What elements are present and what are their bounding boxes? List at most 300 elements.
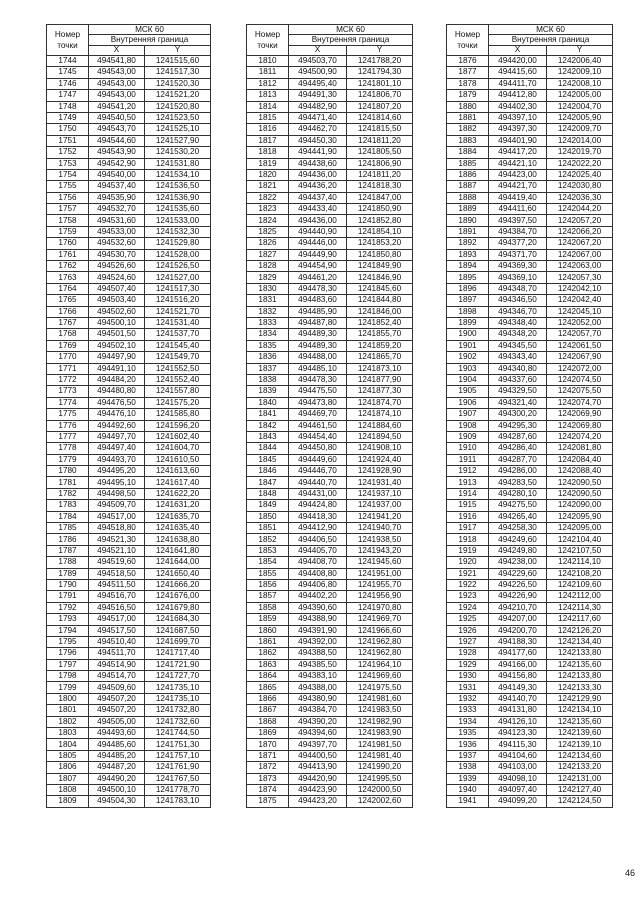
y-coordinate-cell: 1242133,30: [547, 682, 613, 693]
y-coordinate-cell: 1241908,10: [347, 443, 413, 454]
table-row: [447, 443, 613, 454]
point-number-cell: 1930: [447, 671, 489, 682]
y-coordinate-cell: 1242025,40: [547, 169, 613, 180]
x-coordinate-cell: 494507,40: [89, 283, 145, 294]
x-coordinate-cell: 494380,90: [289, 693, 347, 704]
x-coordinate-cell: 494406,50: [289, 534, 347, 545]
point-number-cell: 1911: [447, 454, 489, 465]
y-coordinate-cell: 1241788,20: [347, 56, 413, 67]
x-coordinate-cell: 494385,50: [289, 659, 347, 670]
x-coordinate-cell: 494287,70: [489, 454, 547, 465]
y-coordinate-cell: 1241744,50: [145, 728, 211, 739]
point-number-cell: 1920: [447, 557, 489, 568]
y-coordinate-cell: 1241995,50: [347, 773, 413, 784]
point-number-cell: 1840: [247, 397, 289, 408]
y-coordinate-cell: 1241983,50: [347, 705, 413, 716]
point-number-cell: 1882: [447, 124, 489, 135]
y-coordinate-cell: 1241530,20: [145, 147, 211, 158]
y-coordinate-cell: 1241610,50: [145, 454, 211, 465]
y-coordinate-cell: 1242061,50: [547, 340, 613, 351]
point-number-cell: 1813: [247, 90, 289, 101]
x-coordinate-cell: 494510,40: [89, 636, 145, 647]
y-coordinate-cell: 1241966,60: [347, 625, 413, 636]
y-coordinate-cell: 1242072,00: [547, 363, 613, 374]
table-row: [447, 295, 613, 306]
y-coordinate-cell: 1241969,70: [347, 614, 413, 625]
point-number-cell: 1812: [247, 78, 289, 89]
y-coordinate-cell: 1241536,50: [145, 181, 211, 192]
point-number-cell: 1762: [47, 261, 89, 272]
y-coordinate-cell: 1241807,20: [347, 101, 413, 112]
y-coordinate-cell: 1241527,00: [145, 272, 211, 283]
y-coordinate-cell: 1242069,90: [547, 409, 613, 420]
y-coordinate-cell: 1242042,40: [547, 295, 613, 306]
x-coordinate-cell: 494265,40: [489, 511, 547, 522]
x-coordinate-cell: 494440,70: [289, 477, 347, 488]
boundary-header: Внутренняя граница: [489, 35, 613, 45]
point-number-cell: 1815: [247, 112, 289, 123]
table-row: [247, 466, 413, 477]
table-row: [247, 352, 413, 363]
table-row: [447, 762, 613, 773]
table-row: [247, 317, 413, 328]
point-number-cell: 1782: [47, 488, 89, 499]
y-coordinate-cell: 1241521,20: [145, 90, 211, 101]
table-row: [47, 386, 211, 397]
point-number-cell: 1746: [47, 78, 89, 89]
x-coordinate-cell: 494491,30: [289, 90, 347, 101]
x-coordinate-cell: 494489,30: [289, 340, 347, 351]
table-row: [47, 112, 211, 123]
x-coordinate-cell: 494420,90: [289, 773, 347, 784]
y-coordinate-cell: 1241545,40: [145, 340, 211, 351]
table-row: [447, 488, 613, 499]
x-coordinate-cell: 494446,70: [289, 466, 347, 477]
x-coordinate-cell: 494483,60: [289, 295, 347, 306]
point-number-cell: 1786: [47, 534, 89, 545]
x-coordinate-cell: 494441,90: [289, 147, 347, 158]
y-coordinate-cell: 1241536,90: [145, 192, 211, 203]
x-coordinate-cell: 494436,00: [289, 169, 347, 180]
y-coordinate-cell: 1241699,70: [145, 636, 211, 647]
y-coordinate-cell: 1242139,60: [547, 728, 613, 739]
table-row: [247, 785, 413, 796]
x-coordinate-cell: 494383,10: [289, 671, 347, 682]
table-row: [447, 545, 613, 556]
point-number-cell: 1806: [47, 762, 89, 773]
table-row: [247, 226, 413, 237]
point-number-cell: 1808: [47, 785, 89, 796]
table-row: [47, 238, 211, 249]
x-coordinate-cell: 494431,00: [289, 488, 347, 499]
y-coordinate-cell: 1242057,20: [547, 215, 613, 226]
y-coordinate-cell: 1242005,00: [547, 90, 613, 101]
table-row: [247, 728, 413, 739]
table-row: [247, 659, 413, 670]
x-coordinate-cell: 494487,80: [289, 317, 347, 328]
table-row: [247, 78, 413, 89]
y-coordinate-cell: 1241528,00: [145, 249, 211, 260]
x-coordinate-cell: 494415,60: [489, 67, 547, 78]
y-coordinate-cell: 1241516,20: [145, 295, 211, 306]
table-body: [247, 56, 413, 808]
y-coordinate-cell: 1242067,00: [547, 249, 613, 260]
point-number-cell: 1787: [47, 545, 89, 556]
y-coordinate-cell: 1241931,40: [347, 477, 413, 488]
y-coordinate-cell: 1241990,20: [347, 762, 413, 773]
table-row: [247, 568, 413, 579]
table-row: [47, 750, 211, 761]
x-coordinate-cell: 494097,40: [489, 785, 547, 796]
table-row: [447, 739, 613, 750]
point-number-cell: 1845: [247, 454, 289, 465]
table-row: [447, 317, 613, 328]
table-row: [447, 591, 613, 602]
x-coordinate-cell: 494500,10: [89, 317, 145, 328]
point-number-cell: 1759: [47, 226, 89, 237]
table-row: [47, 181, 211, 192]
point-number-cell: 1757: [47, 204, 89, 215]
table-row: [447, 773, 613, 784]
table-row: [47, 67, 211, 78]
point-number-cell: 1928: [447, 648, 489, 659]
x-coordinate-cell: 494275,50: [489, 500, 547, 511]
x-coordinate-cell: 494478,30: [289, 283, 347, 294]
table-row: [247, 500, 413, 511]
x-coordinate-cell: 494412,80: [489, 90, 547, 101]
table-row: [247, 534, 413, 545]
x-coordinate-cell: 494348,40: [489, 317, 547, 328]
point-number-cell: 1927: [447, 636, 489, 647]
y-coordinate-cell: 1241847,00: [347, 192, 413, 203]
point-number-cell: 1824: [247, 215, 289, 226]
table-row: [447, 124, 613, 135]
x-coordinate-cell: 494526,60: [89, 261, 145, 272]
point-number-cell: 1879: [447, 90, 489, 101]
point-number-cell: 1832: [247, 306, 289, 317]
y-coordinate-cell: 1241604,70: [145, 443, 211, 454]
x-coordinate-cell: 494390,20: [289, 716, 347, 727]
table-row: [447, 283, 613, 294]
x-coordinate-cell: 494249,60: [489, 534, 547, 545]
x-coordinate-cell: 494503,70: [289, 56, 347, 67]
point-number-cell: 1857: [247, 591, 289, 602]
table-row: [447, 420, 613, 431]
point-number-cell: 1886: [447, 169, 489, 180]
table-row: [47, 317, 211, 328]
x-coordinate-cell: 494440,90: [289, 226, 347, 237]
point-number-cell: 1932: [447, 693, 489, 704]
point-number-cell: 1880: [447, 101, 489, 112]
table-row: [47, 557, 211, 568]
x-coordinate-cell: 494495,10: [89, 477, 145, 488]
y-coordinate-cell: 1241955,70: [347, 579, 413, 590]
y-coordinate-cell: 1241877,90: [347, 374, 413, 385]
y-coordinate-cell: 1242131,00: [547, 773, 613, 784]
point-number-cell: 1926: [447, 625, 489, 636]
y-coordinate-cell: 1241981,40: [347, 750, 413, 761]
x-coordinate-cell: 494098,10: [489, 773, 547, 784]
table-row: [447, 682, 613, 693]
x-coordinate-cell: 494461,50: [289, 420, 347, 431]
table-row: [247, 147, 413, 158]
y-coordinate-cell: 1242067,20: [547, 238, 613, 249]
y-coordinate-cell: 1241874,70: [347, 397, 413, 408]
point-number-cell: 1902: [447, 352, 489, 363]
y-coordinate-cell: 1241575,20: [145, 397, 211, 408]
y-coordinate-cell: 1242009,70: [547, 124, 613, 135]
x-coordinate-cell: 494177,60: [489, 648, 547, 659]
point-number-cell: 1934: [447, 716, 489, 727]
table-row: [47, 466, 211, 477]
point-number-cell: 1816: [247, 124, 289, 135]
y-coordinate-cell: 1241650,40: [145, 568, 211, 579]
y-coordinate-cell: 1241806,70: [347, 90, 413, 101]
point-number-cell: 1794: [47, 625, 89, 636]
x-coordinate-cell: 494519,60: [89, 557, 145, 568]
x-coordinate-cell: 494397,30: [489, 124, 547, 135]
x-coordinate-cell: 494450,30: [289, 135, 347, 146]
x-coordinate-cell: 494514,90: [89, 659, 145, 670]
table-row: [47, 397, 211, 408]
y-coordinate-cell: 1241945,60: [347, 557, 413, 568]
x-coordinate-cell: 494521,10: [89, 545, 145, 556]
y-coordinate-cell: 1241962,80: [347, 636, 413, 647]
x-coordinate-cell: 494501,50: [89, 329, 145, 340]
point-number-cell: 1853: [247, 545, 289, 556]
point-number-cell: 1916: [447, 511, 489, 522]
point-number-cell: 1781: [47, 477, 89, 488]
y-coordinate-cell: 1241962,80: [347, 648, 413, 659]
point-number-cell: 1877: [447, 67, 489, 78]
y-coordinate-cell: 1242104,40: [547, 534, 613, 545]
table-row: [447, 409, 613, 420]
point-number-cell: 1851: [247, 523, 289, 534]
table-row: [47, 785, 211, 796]
y-coordinate-cell: 1241854,10: [347, 226, 413, 237]
table-row: [247, 431, 413, 442]
table-row: [447, 147, 613, 158]
point-number-cell: 1756: [47, 192, 89, 203]
point-number-cell: 1898: [447, 306, 489, 317]
x-coordinate-cell: 494200,70: [489, 625, 547, 636]
point-number-cell: 1914: [447, 488, 489, 499]
table-row: [447, 614, 613, 625]
table-row: [47, 739, 211, 750]
table-row: [447, 625, 613, 636]
point-number-cell: 1918: [447, 534, 489, 545]
y-coordinate-cell: 1241853,20: [347, 238, 413, 249]
x-coordinate-cell: 494423,90: [289, 785, 347, 796]
x-coordinate-cell: 494491,10: [89, 363, 145, 374]
point-number-cell: 1761: [47, 249, 89, 260]
table-row: [47, 329, 211, 340]
y-coordinate-cell: 1241814,60: [347, 112, 413, 123]
point-number-cell: 1881: [447, 112, 489, 123]
x-coordinate-cell: 494511,70: [89, 648, 145, 659]
x-coordinate-cell: 494504,30: [89, 796, 145, 807]
x-coordinate-cell: 494104,60: [489, 750, 547, 761]
y-coordinate-cell: 1241525,10: [145, 124, 211, 135]
x-coordinate-cell: 494417,20: [489, 147, 547, 158]
y-coordinate-cell: 1241613,60: [145, 466, 211, 477]
x-coordinate-cell: 494369,10: [489, 272, 547, 283]
y-coordinate-cell: 1242074,20: [547, 431, 613, 442]
x-coordinate-cell: 494482,90: [289, 101, 347, 112]
table-row: [47, 545, 211, 556]
y-coordinate-cell: 1241735,10: [145, 693, 211, 704]
table-row: [247, 443, 413, 454]
point-number-cell: 1889: [447, 204, 489, 215]
y-coordinate-cell: 1242134,10: [547, 705, 613, 716]
table-row: [47, 602, 211, 613]
table-row: [247, 739, 413, 750]
point-number-cell: 1861: [247, 636, 289, 647]
point-number-cell: 1868: [247, 716, 289, 727]
point-number-cell: 1935: [447, 728, 489, 739]
x-coordinate-cell: 494543,00: [89, 90, 145, 101]
x-coordinate-cell: 494454,90: [289, 261, 347, 272]
table-row: [247, 648, 413, 659]
point-number-cell: 1811: [247, 67, 289, 78]
y-coordinate-cell: 1241596,20: [145, 420, 211, 431]
point-number-cell: 1814: [247, 101, 289, 112]
y-coordinate-cell: 1241767,50: [145, 773, 211, 784]
table-row: [47, 135, 211, 146]
x-coordinate-cell: 494471,40: [289, 112, 347, 123]
point-number-cell: 1822: [247, 192, 289, 203]
table-row: [247, 397, 413, 408]
point-number-cell: 1777: [47, 431, 89, 442]
point-number-cell: 1833: [247, 317, 289, 328]
x-coordinate-cell: 494535,90: [89, 192, 145, 203]
table-row: [447, 431, 613, 442]
table-row: [47, 500, 211, 511]
point-number-cell: 1800: [47, 693, 89, 704]
boundary-header: Внутренняя граница: [289, 35, 413, 45]
y-coordinate-cell: 1242088,40: [547, 466, 613, 477]
x-coordinate-cell: 494343,40: [489, 352, 547, 363]
point-number-cell: 1775: [47, 409, 89, 420]
x-coordinate-cell: 494503,40: [89, 295, 145, 306]
x-coordinate-cell: 494397,50: [489, 215, 547, 226]
x-coordinate-cell: 494402,30: [489, 101, 547, 112]
table-row: [247, 409, 413, 420]
y-coordinate-cell: 1241751,30: [145, 739, 211, 750]
table-row: [247, 454, 413, 465]
table-row: [447, 67, 613, 78]
x-coordinate-cell: 494249,80: [489, 545, 547, 556]
point-number-cell: 1817: [247, 135, 289, 146]
table-row: [447, 568, 613, 579]
y-coordinate-cell: 1241635,70: [145, 511, 211, 522]
table-row: [247, 625, 413, 636]
y-coordinate-cell: 1242129,90: [547, 693, 613, 704]
point-number-cell: 1912: [447, 466, 489, 477]
x-coordinate-cell: 494388,50: [289, 648, 347, 659]
table-row: [447, 523, 613, 534]
x-coordinate-cell: 494436,00: [289, 215, 347, 226]
table-row: [447, 636, 613, 647]
point-number-cell: 1843: [247, 431, 289, 442]
y-coordinate-cell: 1242008,10: [547, 78, 613, 89]
point-number-cell: 1835: [247, 340, 289, 351]
y-coordinate-cell: 1242114,10: [547, 557, 613, 568]
point-number-cell: 1938: [447, 762, 489, 773]
y-coordinate-cell: 1241679,80: [145, 602, 211, 613]
point-number-cell: 1867: [247, 705, 289, 716]
y-coordinate-cell: 1241557,80: [145, 386, 211, 397]
y-coordinate-cell: 1241940,70: [347, 523, 413, 534]
y-coordinate-cell: 1241735,10: [145, 682, 211, 693]
point-number-cell: 1776: [47, 420, 89, 431]
table-row: [47, 249, 211, 260]
y-coordinate-cell: 1242090,00: [547, 500, 613, 511]
y-coordinate-cell: 1242133,80: [547, 671, 613, 682]
point-number-cell: 1839: [247, 386, 289, 397]
x-coordinate-cell: 494497,70: [89, 431, 145, 442]
y-coordinate-cell: 1241850,90: [347, 204, 413, 215]
point-number-cell: 1803: [47, 728, 89, 739]
x-coordinate-cell: 494433,40: [289, 204, 347, 215]
table-row: [247, 693, 413, 704]
table-row: [47, 625, 211, 636]
point-number-cell: 1859: [247, 614, 289, 625]
point-number-header-line1: Номер: [454, 30, 481, 39]
y-coordinate-cell: 1241783,10: [145, 796, 211, 807]
point-number-cell: 1894: [447, 261, 489, 272]
x-coordinate-cell: 494446,00: [289, 238, 347, 249]
table-row: [247, 682, 413, 693]
table-row: [447, 386, 613, 397]
x-coordinate-cell: 494449,90: [289, 249, 347, 260]
table-row: [247, 636, 413, 647]
x-coordinate-cell: 494140,70: [489, 693, 547, 704]
point-number-cell: 1865: [247, 682, 289, 693]
point-number-cell: 1745: [47, 67, 89, 78]
table-row: [247, 169, 413, 180]
x-coordinate-cell: 494495,20: [89, 466, 145, 477]
table-row: [47, 352, 211, 363]
table-row: [247, 67, 413, 78]
table-row: [447, 648, 613, 659]
point-number-cell: 1858: [247, 602, 289, 613]
x-coordinate-cell: 494436,20: [289, 181, 347, 192]
point-number-cell: 1747: [47, 90, 89, 101]
point-number-cell: 1804: [47, 739, 89, 750]
y-coordinate-cell: 1241852,40: [347, 317, 413, 328]
x-coordinate-cell: 494542,90: [89, 158, 145, 169]
x-coordinate-cell: 494295,30: [489, 420, 547, 431]
x-coordinate-cell: 494498,50: [89, 488, 145, 499]
point-number-cell: 1791: [47, 591, 89, 602]
table-row: [447, 693, 613, 704]
y-coordinate-cell: 1242057,70: [547, 329, 613, 340]
x-coordinate-cell: 494461,20: [289, 272, 347, 283]
y-coordinate-cell: 1242134,60: [547, 750, 613, 761]
point-number-header-line2: точки: [457, 41, 478, 50]
point-number-cell: 1837: [247, 363, 289, 374]
table-row: [247, 363, 413, 374]
y-coordinate-cell: 1241757,10: [145, 750, 211, 761]
y-coordinate-cell: 1241761,90: [145, 762, 211, 773]
point-number-cell: 1810: [247, 56, 289, 67]
point-number-cell: 1866: [247, 693, 289, 704]
table-row: [247, 192, 413, 203]
x-coordinate-cell: 494488,00: [289, 352, 347, 363]
x-coordinate-cell: 494346,50: [489, 295, 547, 306]
point-number-cell: 1885: [447, 158, 489, 169]
